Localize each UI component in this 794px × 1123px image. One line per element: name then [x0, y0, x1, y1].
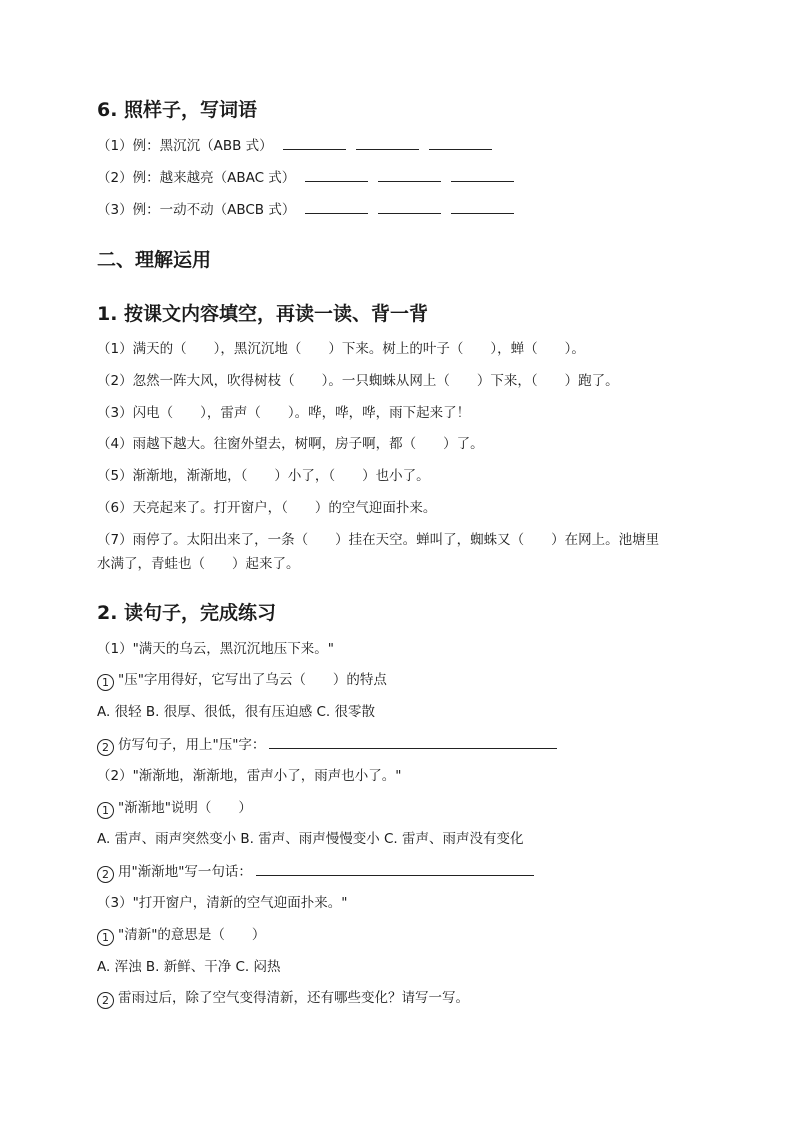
section6-item-3-text: （3）例：一动不动（ABCB 式） [97, 202, 296, 218]
q2-sentence-2: （2）"渐渐地，渐渐地，雷声小了，雨声也小了。" [97, 768, 402, 784]
answer-blank[interactable] [378, 201, 441, 214]
circled-number: 2 [97, 992, 114, 1009]
answer-blank[interactable] [356, 137, 419, 150]
answer-blank[interactable] [429, 137, 492, 150]
q2-title: 2. 读句子，完成练习 [97, 602, 277, 624]
section6-item-2 [97, 169, 514, 186]
q2-sentence-1: （1）"满天的乌云，黑沉沉地压下来。" [97, 641, 335, 657]
circled-number: 2 [97, 739, 114, 756]
q2-s3-write-text: 雷雨过后，除了空气变得清新，还有哪些变化？请写一写。 [118, 990, 469, 1006]
q2-s2-options: A. 雷声、雨声突然变小 B. 雷声、雨声慢慢变小 C. 雷声、雨声没有变化 [97, 831, 524, 847]
q2-s1-question-text: "压"字用得好，它写出了乌云（ ）的特点 [118, 672, 387, 688]
q2-s1-write [97, 736, 557, 756]
q2-s3-options: A. 浑浊 B. 新鲜、干净 C. 闷热 [97, 959, 281, 975]
section6-item-2-text: （2）例：越来越亮（ABAC 式） [97, 170, 296, 186]
q2-sentence-3: （3）"打开窗户，清新的空气迎面扑来。" [97, 895, 348, 911]
answer-blank[interactable] [305, 201, 368, 214]
q2-s2-question-text: "渐渐地"说明（ ） [118, 800, 252, 816]
answer-blank[interactable] [378, 169, 441, 182]
q1-item-6: （6）天亮起来了。打开窗户，（ ）的空气迎面扑来。 [97, 500, 437, 516]
section6-item-1-text: （1）例：黑沉沉（ABB 式） [97, 138, 273, 154]
q1-item-5: （5）渐渐地，渐渐地，（ ）小了，（ ）也小了。 [97, 468, 430, 484]
part2-title: 二、理解运用 [97, 249, 212, 271]
q2-s3-question-text: "清新"的意思是（ ） [118, 927, 266, 943]
q2-s3-question [97, 927, 265, 946]
answer-blank[interactable] [451, 169, 514, 182]
q2-s1-question [97, 672, 387, 691]
q2-s3-write [97, 990, 469, 1009]
q1-item-7-cont: 水满了，青蛙也（ ）起来了。 [97, 556, 300, 572]
q1-item-4: （4）雨越下越大。往窗外望去，树啊，房子啊，都（ ）了。 [97, 436, 484, 452]
answer-blank[interactable] [283, 137, 346, 150]
q2-s2-question [97, 800, 252, 819]
answer-line[interactable] [256, 863, 534, 876]
circled-number: 1 [97, 674, 114, 691]
q2-s2-write-text: 用"渐渐地"写一句话： [118, 864, 252, 880]
circled-number: 1 [97, 802, 114, 819]
q1-item-1: （1）满天的（ ），黑沉沉地（ ）下来。树上的叶子（ ），蝉（ ）。 [97, 341, 585, 357]
answer-line[interactable] [269, 736, 557, 749]
q2-s1-options: A. 很轻 B. 很厚、很低，很有压迫感 C. 很零散 [97, 704, 376, 720]
section6-item-3 [97, 201, 514, 218]
circled-number: 2 [97, 866, 114, 883]
q1-item-3: （3）闪电（ ），雷声（ ）。哗，哗，哗，雨下起来了！ [97, 405, 471, 421]
section6-item-1 [97, 137, 492, 154]
answer-blank[interactable] [451, 201, 514, 214]
answer-blank[interactable] [305, 169, 368, 182]
q1-title: 1. 按课文内容填空，再读一读、背一背 [97, 303, 429, 325]
q1-item-7: （7）雨停了。太阳出来了，一条（ ）挂在天空。蝉叫了，蜘蛛又（ ）在网上。池塘里 [97, 532, 660, 548]
q2-s2-write [97, 863, 534, 883]
q2-s1-write-text: 仿写句子，用上"压"字： [118, 737, 266, 753]
section6-title: 6. 照样子，写词语 [97, 99, 258, 121]
circled-number: 1 [97, 929, 114, 946]
q1-item-2: （2）忽然一阵大风，吹得树枝（ ）。一只蜘蛛从网上（ ）下来，（ ）跑了。 [97, 373, 619, 389]
